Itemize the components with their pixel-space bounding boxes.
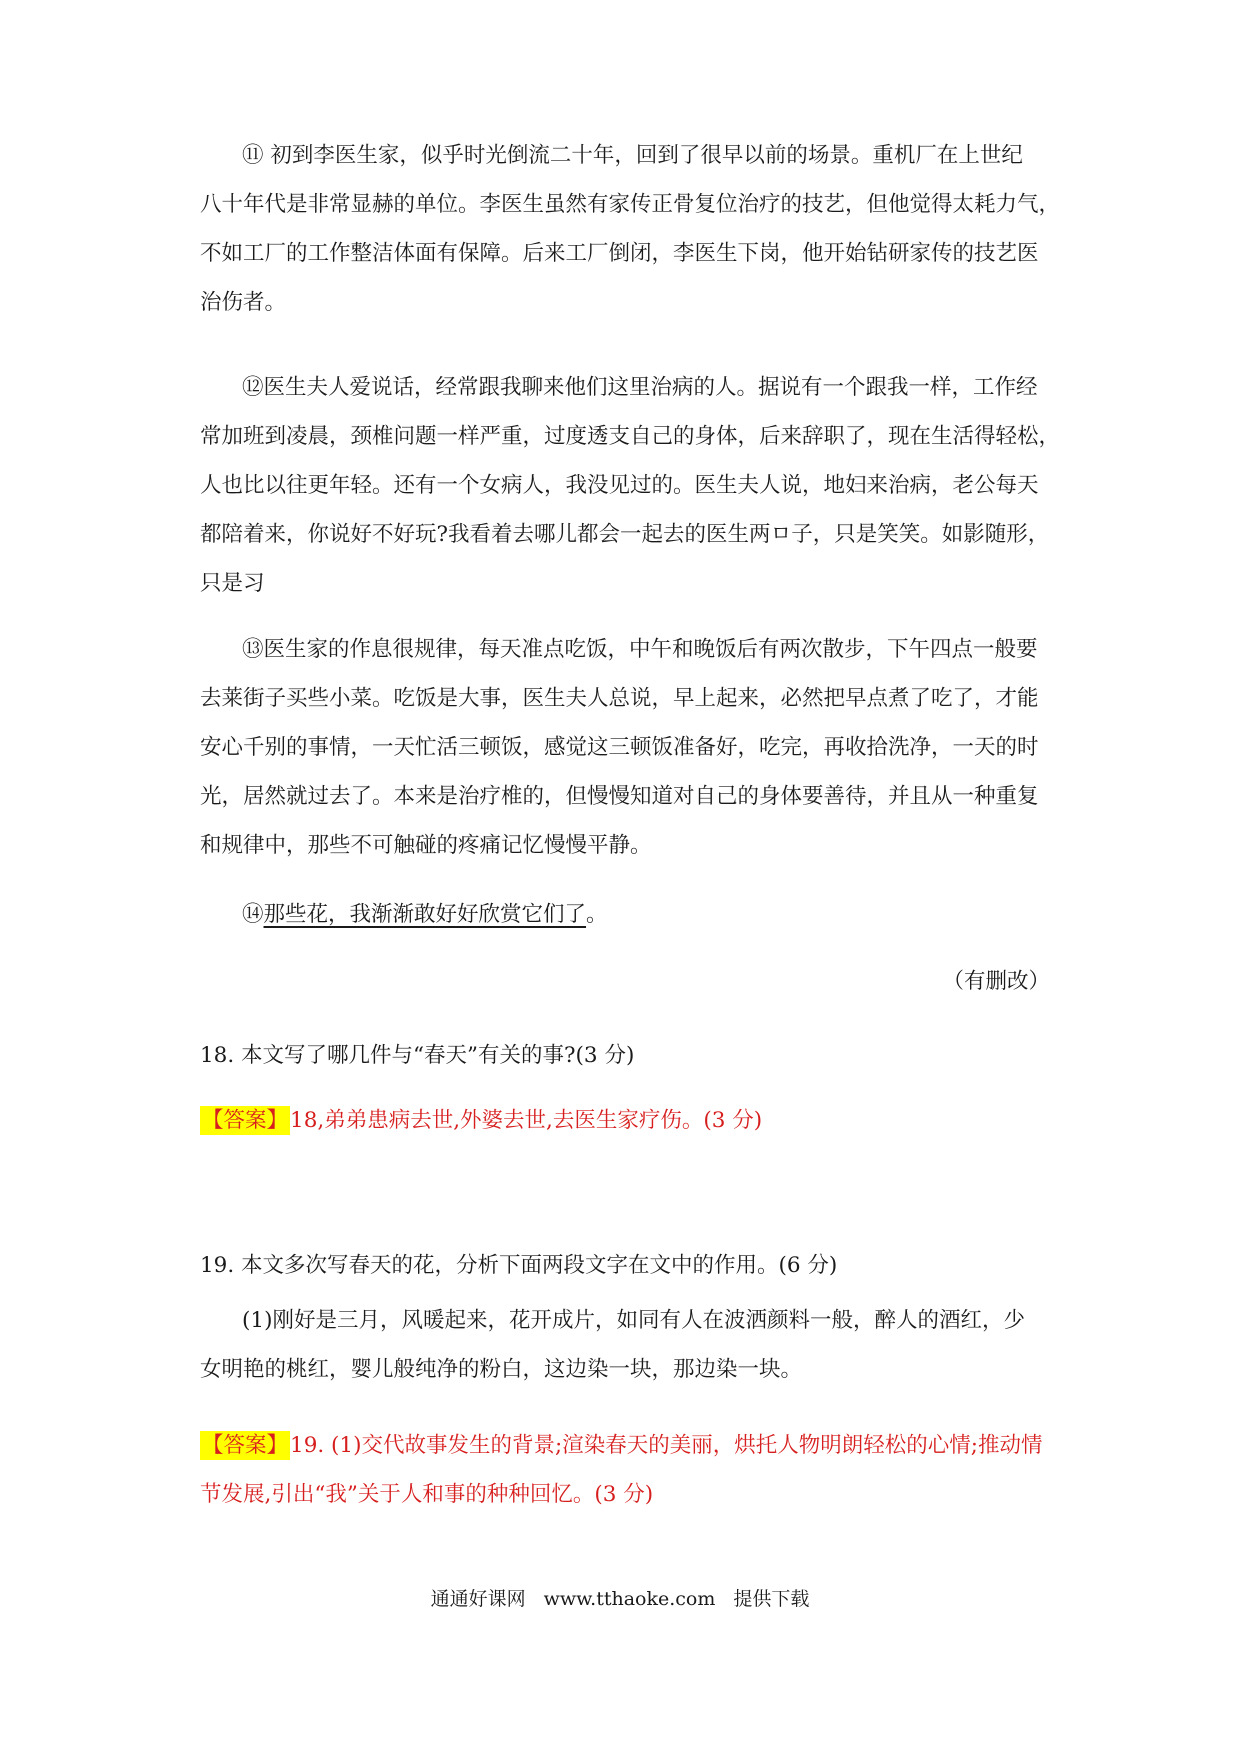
text-line: 常加班到凌晨，颈椎问题一样严重，过度透支自己的身体，后来辞职了，现在生活得轻松，: [200, 424, 1061, 449]
question-18: 18. 本文写了哪几件与“春天”有关的事?(3 分): [200, 1043, 635, 1068]
page-footer: [0, 1584, 1240, 1614]
answer-line: [200, 1421, 1050, 1470]
text-line: 不如工厂的工作整洁体面有保障。后来工厂倒闭，李医生下岗，他开始钻研家传的技艺医: [200, 241, 1039, 266]
answer-line: [200, 1096, 1050, 1145]
text-line: [200, 890, 1050, 939]
answer-text: 18,弟弟患病去世,外婆去世,去医生家疗伤。(3 分): [290, 1108, 763, 1133]
source-note: （有删改）: [942, 969, 1050, 994]
text-line: 女明艳的桃红，婴儿般纯净的粉白，这边染一块，那边染一块。: [200, 1357, 803, 1382]
text-line: 安心千别的事情，一天忙活三顿饭，感觉这三顿饭准备好，吃完，再收拾洗净，一天的时: [200, 735, 1039, 760]
answer-line: 节发展,引出“我”关于人和事的种种回忆。(3 分): [200, 1482, 654, 1507]
answer-tag: 【答案】: [202, 1108, 289, 1133]
text-line: 光，居然就过去了。本来是治疗椎的，但慢慢知道对自己的身体要善待，并且从一种重复: [200, 784, 1039, 809]
paragraph-13: [200, 625, 1050, 870]
footer-site-name: 通通好课网: [430, 1588, 526, 1610]
text-line: ⑫医生夫人爱说话，经常跟我聊来他们这里治病的人。据说有一个跟我一样，工作经: [242, 375, 1038, 400]
footer-url[interactable]: www.tthaoke.com: [543, 1588, 716, 1610]
text-line: 和规律中，那些不可触碰的疼痛记忆慢慢平静。: [200, 833, 652, 858]
text-line: 人也比以往更年轻。还有一个女病人，我没见过的。医生夫人说，地妇来治病，老公每天: [200, 473, 1039, 498]
answer-tag: 【答案】: [202, 1433, 289, 1458]
underlined-sentence: 那些花，我渐渐敢好好欣赏它们了: [263, 902, 587, 927]
answer-19: [200, 1421, 1050, 1519]
paragraph-14: [200, 890, 1050, 939]
answer-text: 19. (1)交代故事发生的背景;渲染春天的美丽，烘托人物明朗轻松的心情;推动情: [290, 1433, 1043, 1458]
answer-18: [200, 1096, 1050, 1145]
paragraph-11: [200, 131, 1061, 327]
text-line: ⑪ 初到李医生家，似乎时光倒流二十年，回到了很早以前的场景。重机厂在上世纪: [242, 143, 1023, 168]
footer-note: 提供下载: [733, 1588, 810, 1610]
sentence-end: 。: [586, 902, 608, 927]
text-line: 去莱街子买些小菜。吃饭是大事，医生夫人总说，早上起来，必然把早点煮了吃了，才能: [200, 686, 1039, 711]
text-line: ⑬医生家的作息很规律，每天准点吃饭，中午和晚饭后有两次散步，下午四点一般要: [242, 637, 1038, 662]
text-line: 都陪着来，你说好不好玩?我看着去哪儿都会一起去的医生两ㅁ子，只是笑笑。如影随形，: [200, 522, 1050, 547]
paragraph-12: [200, 363, 1061, 608]
text-line: 八十年代是非常显赫的单位。李医生虽然有家传正骨复位治疗的技艺，但他觉得太耗力气，: [200, 192, 1061, 217]
question-19: 19. 本文多次写春天的花，分析下面两段文字在文中的作用。(6 分): [200, 1253, 838, 1278]
paragraph-number: ⑭: [242, 902, 264, 927]
quoted-passage: [200, 1296, 1050, 1394]
text-line: (1)刚好是三月，风暖起来，花开成片，如同有人在波洒颜料一般，醉人的酒红，少: [242, 1308, 1025, 1333]
text-line: 治伤者。: [200, 290, 287, 315]
text-line: 只是习: [200, 571, 265, 596]
